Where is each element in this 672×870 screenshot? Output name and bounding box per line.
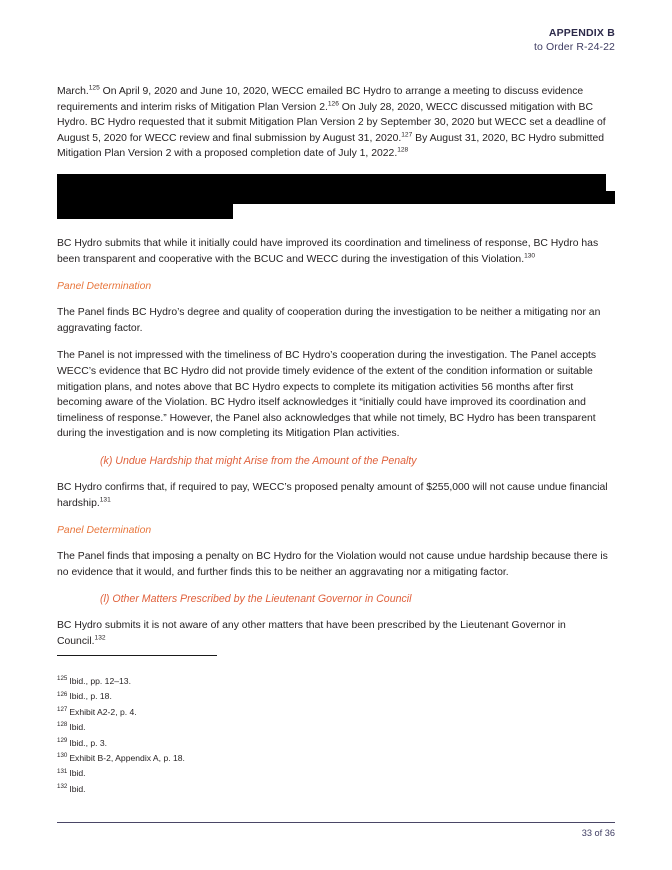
footnote-item	[57, 736, 615, 751]
footnote-item	[57, 705, 615, 720]
redacted-text-block	[57, 174, 615, 219]
footnote-item	[57, 751, 615, 766]
footnote-item	[57, 782, 615, 797]
footnote-text: Ibid.	[69, 783, 86, 794]
order-reference: to Order R-24-22	[534, 41, 615, 54]
footnote-text: Ibid., pp. 12–13.	[69, 676, 131, 686]
paragraph-panel-timeliness: The Panel is not impressed with the timeliness of BC Hydro’s cooperation during the investigation. The Panel accepts WECC’s evidence that BC Hydro did not provide timely evidence of the extent of the condition information or suitable mitigation plans, and notes above that BC Hydro expects to complete its mitigation activities 56 months after first becoming aware of the Violation. BC Hydro itself acknowledges it “initially could have improved its coordination and timeliness of response.” However, the Panel also acknowledges that while not timely, BC Hydro has been transparent during the investigation and is now completing its Mitigation Plan activities.	[57, 350, 597, 440]
footnote-text: Ibid., p. 18.	[69, 691, 112, 702]
paragraph-panel-finding-cooperation: The Panel finds BC Hydro’s degree and quality of cooperation during the investigation to be neither a mitigating nor an aggravating factor.	[57, 307, 601, 334]
paragraph-bchydro-transparency: BC Hydro submits that while it initially could have improved its coordination and timeliness of response, BC Hydro has been transparent and cooperative with the BCUC and WECC during the investigation of this Violation.$^{130}$	[57, 237, 599, 265]
footnote-item	[57, 689, 615, 704]
footnote-list	[57, 674, 615, 797]
footnote-text: Exhibit A2-2, p. 4.	[69, 706, 137, 717]
paragraph-panel-finding-hardship: The Panel finds that imposing a penalty on BC Hydro for the Violation would not cause undue hardship because there is no evidence that it would, and further finds this to be neither an aggravating nor a mitigating factor.	[57, 551, 608, 578]
footnotes-section	[57, 655, 615, 797]
footnote-separator-rule	[57, 655, 217, 656]
paragraph-penalty-amount: BC Hydro confirms that, if required to pay, WECC’s proposed penalty amount of $255,000 will not cause undue financial hardship.$^{131}$	[57, 481, 608, 509]
footnote-number: 125	[57, 675, 68, 683]
footnote-number: 132	[57, 782, 68, 790]
heading-section-k-undue-hardship: (k) Undue Hardship that might Arise from the Amount of the Penalty	[100, 454, 417, 467]
footnote-number: 127	[57, 705, 68, 713]
paragraph-mitigation-timeline: March.$^{125}$ On April 9, 2020 and June 10, 2020, WECC emailed BC Hydro to arrange a meeting to discuss evidence requirements and interim risks of Mitigation Plan Version 2.$^{126}$ On July 28, 2020, WECC discussed mitigation with BC Hydro. BC Hydro requested that it submit Mitigation Plan Version 2 by September 30, 2020 but WECC set a deadline of August 5, 2020 for WECC review and final submission by August 31, 2020.$^{127}$ By August 31, 2020, BC Hydro submitted Mitigation Plan Version 2 with a proposed completion date of July 1, 2022.$^{128}$	[57, 84, 606, 160]
heading-panel-determination-2: Panel Determination	[57, 525, 152, 537]
footnote-number: 126	[57, 690, 68, 698]
document-body	[57, 84, 615, 661]
heading-panel-determination-1: Panel Determination	[57, 281, 152, 293]
redaction-bar-line-2	[57, 191, 615, 204]
footnote-item	[57, 766, 615, 781]
footnote-text: Ibid.	[69, 768, 86, 779]
page-footer	[57, 822, 615, 838]
footnote-item	[57, 674, 615, 689]
footnote-number: 128	[57, 721, 68, 729]
footnote-number: 131	[57, 767, 68, 775]
redaction-bar-line-3	[57, 204, 233, 219]
redaction-bar-line-1	[57, 174, 606, 191]
footer-divider-rule	[57, 822, 615, 823]
heading-section-l-other-matters: (l) Other Matters Prescribed by the Lieutenant Governor in Council	[100, 593, 412, 606]
footnote-item	[57, 720, 615, 735]
footnote-text: Ibid., p. 3.	[69, 737, 108, 748]
page-header	[534, 26, 615, 55]
footnote-number: 130	[57, 752, 68, 760]
appendix-title: APPENDIX B	[548, 27, 615, 39]
footnote-number: 129	[57, 736, 68, 744]
paragraph-other-matters: BC Hydro submits it is not aware of any other matters that have been prescribed by the Lieutenant Governor in Council.$^{132}$	[57, 620, 566, 647]
footnote-text: Ibid.	[69, 722, 86, 733]
footnote-text: Exhibit B-2, Appendix A, p. 18.	[69, 753, 185, 764]
page-number: 33 of 36	[581, 828, 615, 838]
